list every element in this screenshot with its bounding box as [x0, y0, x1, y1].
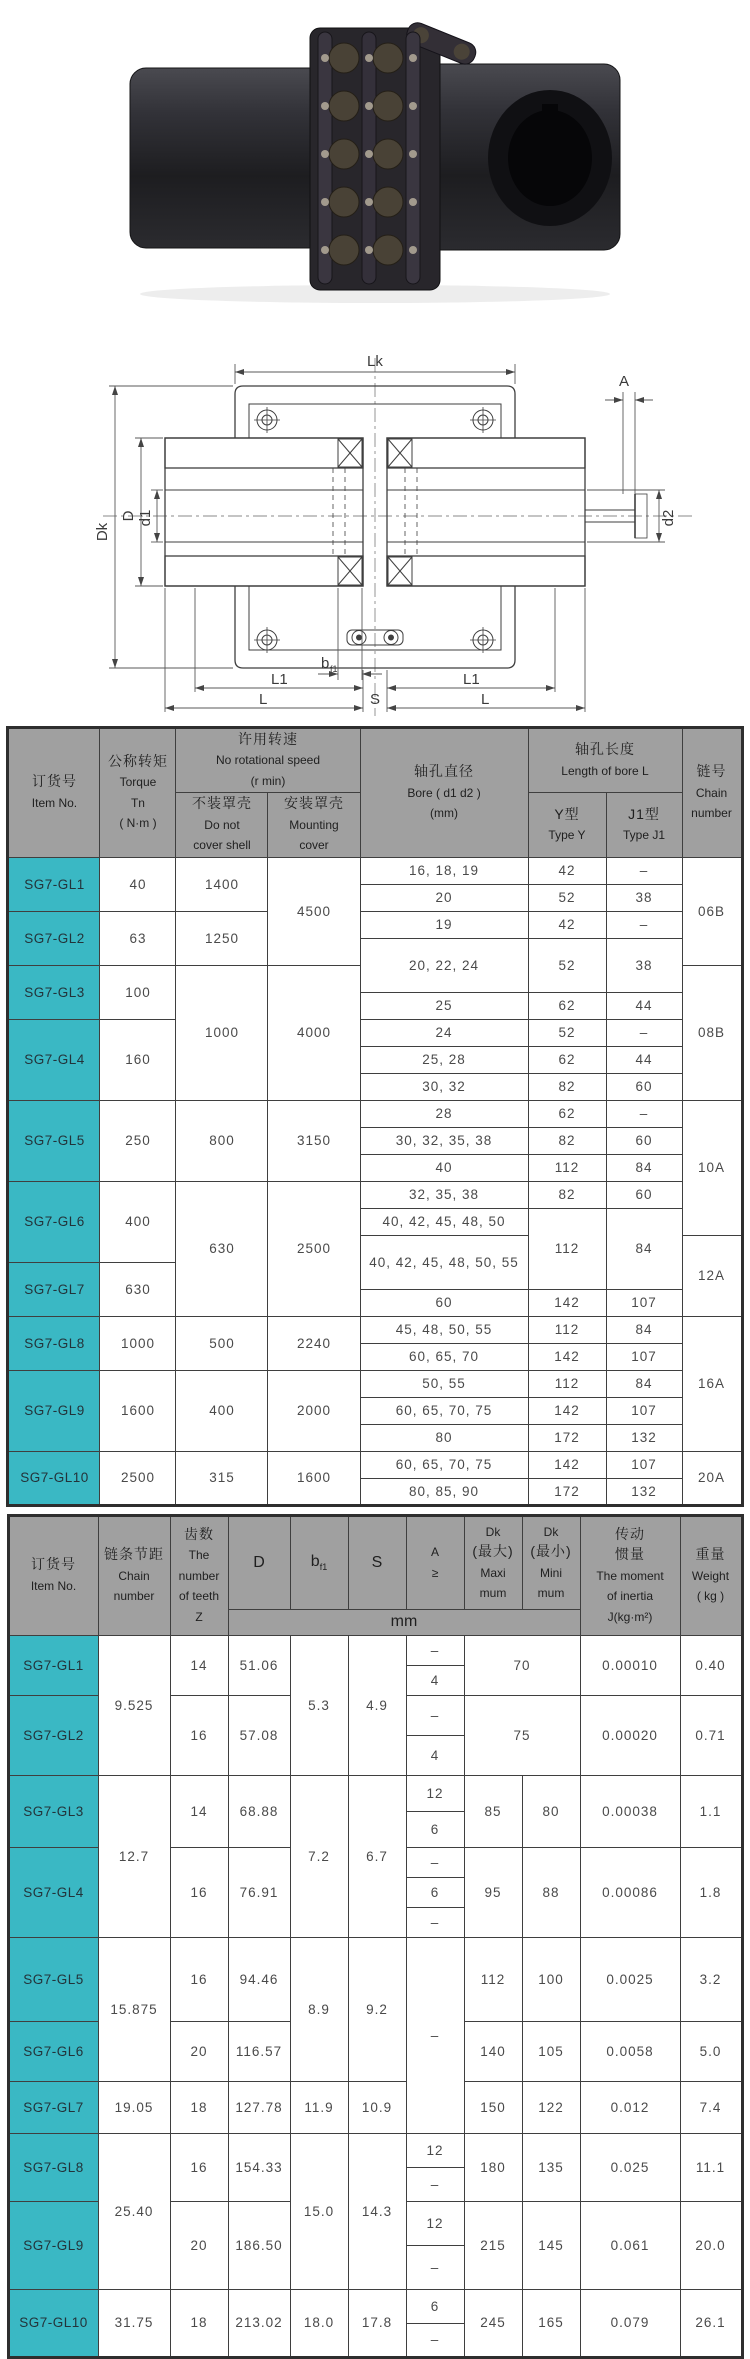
data-cell: 107: [606, 1451, 682, 1478]
item-cell: SG7-GL6: [8, 1181, 100, 1262]
data-cell: 14: [170, 1635, 228, 1695]
data-cell: 44: [606, 992, 682, 1019]
data-cell: 180: [464, 2133, 522, 2201]
data-cell: 160: [100, 1019, 176, 1100]
dim-label-d2: d2: [660, 509, 677, 527]
data-cell: 44: [606, 1046, 682, 1073]
data-cell: 84: [606, 1370, 682, 1397]
data-cell: 6: [406, 1877, 464, 1907]
data-cell: 400: [176, 1370, 268, 1451]
item-cell: SG7-GL3: [8, 965, 100, 1019]
data-cell: 0.00010: [580, 1635, 680, 1695]
data-cell: 52: [528, 938, 606, 992]
header-cell: Dk (最大) Maxi mum: [464, 1515, 522, 1609]
data-cell: –: [606, 857, 682, 884]
data-cell: 9.525: [98, 1635, 170, 1775]
data-cell: 5.3: [290, 1635, 348, 1775]
data-cell: 30, 32: [360, 1073, 528, 1100]
item-cell: SG7-GL7: [8, 2081, 98, 2133]
data-cell: 20, 22, 24: [360, 938, 528, 992]
data-cell: 16, 18, 19: [360, 857, 528, 884]
data-cell: 12A: [682, 1235, 742, 1316]
data-cell: 9.2: [348, 1937, 406, 2081]
data-cell: 17.8: [348, 2289, 406, 2357]
technical-drawing: [45, 308, 705, 720]
data-cell: 76.91: [228, 1847, 290, 1937]
data-cell: 215: [464, 2201, 522, 2289]
data-cell: 3.2: [680, 1937, 742, 2021]
table-row: [8, 911, 742, 938]
header-cell: 公称转矩 Torque Tn ( N·m ): [100, 728, 176, 858]
data-cell: 60: [360, 1289, 528, 1316]
table-row: [8, 1937, 742, 2021]
data-cell: 25.40: [98, 2133, 170, 2289]
data-cell: 40, 42, 45, 48, 50, 55: [360, 1235, 528, 1289]
data-cell: –: [406, 1907, 464, 1937]
data-cell: 38: [606, 884, 682, 911]
data-cell: 172: [528, 1424, 606, 1451]
data-cell: 1000: [176, 965, 268, 1100]
data-cell: 6.7: [348, 1775, 406, 1937]
data-cell: 1600: [268, 1451, 360, 1505]
data-cell: –: [606, 1100, 682, 1127]
data-cell: 84: [606, 1208, 682, 1289]
table-row: [8, 2289, 742, 2323]
dim-label-l1-right: L1: [463, 671, 480, 688]
data-cell: 142: [528, 1343, 606, 1370]
data-cell: 0.71: [680, 1695, 742, 1775]
data-cell: 18: [170, 2289, 228, 2357]
data-cell: 107: [606, 1397, 682, 1424]
data-cell: 85: [464, 1775, 522, 1847]
table-row: [8, 1100, 742, 1127]
data-cell: 40: [100, 857, 176, 911]
data-cell: 57.08: [228, 1695, 290, 1775]
data-cell: 82: [528, 1127, 606, 1154]
data-cell: –: [406, 2245, 464, 2289]
table-row: [8, 1019, 742, 1046]
data-cell: 122: [522, 2081, 580, 2133]
data-cell: 154.33: [228, 2133, 290, 2201]
data-cell: 1.1: [680, 1775, 742, 1847]
data-cell: 1.8: [680, 1847, 742, 1937]
header-cell: 轴孔直径 Bore ( d1 d2 ) (mm): [360, 728, 528, 858]
technical-drawing-section: [0, 308, 750, 720]
header-cell: 链号 Chain number: [682, 728, 742, 858]
data-cell: 0.00038: [580, 1775, 680, 1847]
data-cell: 12: [406, 2201, 464, 2245]
data-cell: 20A: [682, 1451, 742, 1505]
data-cell: 16: [170, 2133, 228, 2201]
data-cell: 52: [528, 1019, 606, 1046]
data-cell: 4500: [268, 857, 360, 965]
data-cell: 132: [606, 1424, 682, 1451]
header-cell: 安装罩壳 Mounting cover: [268, 793, 360, 857]
data-cell: 60, 65, 70, 75: [360, 1451, 528, 1478]
dim-label-s: S: [370, 691, 381, 708]
data-cell: 112: [528, 1154, 606, 1181]
data-cell: 6: [406, 2289, 464, 2323]
data-cell: 16: [170, 1695, 228, 1775]
hub-right-section: [387, 438, 585, 586]
data-cell: 19.05: [98, 2081, 170, 2133]
item-cell: SG7-GL5: [8, 1100, 100, 1181]
data-cell: 82: [528, 1073, 606, 1100]
header-cell: 订货号 Item No.: [8, 728, 100, 858]
data-cell: 30, 32, 35, 38: [360, 1127, 528, 1154]
data-cell: 107: [606, 1289, 682, 1316]
data-cell: 62: [528, 992, 606, 1019]
header-cell: Y型 Type Y: [528, 793, 606, 857]
data-cell: 14: [170, 1775, 228, 1847]
product-photo: [105, 6, 645, 306]
data-cell: 112: [528, 1316, 606, 1343]
data-cell: 40: [360, 1154, 528, 1181]
data-cell: 105: [522, 2021, 580, 2081]
data-cell: 84: [606, 1316, 682, 1343]
data-cell: 213.02: [228, 2289, 290, 2357]
data-cell: 06B: [682, 857, 742, 965]
data-cell: 15.875: [98, 1937, 170, 2081]
table-row: [8, 1316, 742, 1343]
data-cell: 62: [528, 1100, 606, 1127]
header-cell: 链条节距 Chain number: [98, 1515, 170, 1635]
data-cell: 70: [464, 1635, 580, 1695]
data-cell: 45, 48, 50, 55: [360, 1316, 528, 1343]
table-row: [8, 1635, 742, 1665]
data-cell: 150: [464, 2081, 522, 2133]
data-cell: 12: [406, 1775, 464, 1811]
data-cell: 145: [522, 2201, 580, 2289]
data-cell: 1250: [176, 911, 268, 965]
header-row: [8, 728, 742, 793]
data-cell: 1600: [100, 1370, 176, 1451]
header-cell: 齿数 The number of teeth Z: [170, 1515, 228, 1635]
data-cell: 400: [100, 1181, 176, 1262]
data-cell: 0.00086: [580, 1847, 680, 1937]
data-cell: 88: [522, 1847, 580, 1937]
data-cell: 40, 42, 45, 48, 50: [360, 1208, 528, 1235]
cover-bolt-bottom-right: [470, 627, 496, 653]
data-cell: 0.025: [580, 2133, 680, 2201]
data-cell: 52: [528, 884, 606, 911]
data-cell: 800: [176, 1100, 268, 1181]
data-cell: 82: [528, 1181, 606, 1208]
data-cell: 6: [406, 1811, 464, 1847]
data-cell: 4: [406, 1665, 464, 1695]
data-cell: 112: [528, 1370, 606, 1397]
data-cell: 107: [606, 1343, 682, 1370]
item-cell: SG7-GL2: [8, 911, 100, 965]
header-row: [8, 1515, 742, 1609]
table-row: [8, 857, 742, 884]
data-cell: 132: [606, 1478, 682, 1505]
header-cell: Dk (最小) Mini mum: [522, 1515, 580, 1609]
data-cell: 112: [464, 1937, 522, 2021]
data-cell: 127.78: [228, 2081, 290, 2133]
dim-label-d: D: [120, 510, 137, 522]
data-cell: 1000: [100, 1316, 176, 1370]
data-cell: 20: [170, 2201, 228, 2289]
header-cell: mm: [228, 1609, 580, 1635]
dim-label-a: A: [618, 373, 630, 390]
item-cell: SG7-GL10: [8, 2289, 98, 2357]
header-cell: 重量 Weight ( kg ): [680, 1515, 742, 1635]
header-cell: 轴孔长度 Length of bore L: [528, 728, 682, 793]
data-cell: 50, 55: [360, 1370, 528, 1397]
data-cell: 08B: [682, 965, 742, 1100]
data-cell: 60, 65, 70, 75: [360, 1397, 528, 1424]
data-cell: 315: [176, 1451, 268, 1505]
data-cell: 20.0: [680, 2201, 742, 2289]
item-cell: SG7-GL3: [8, 1775, 98, 1847]
data-cell: 80: [360, 1424, 528, 1451]
item-cell: SG7-GL4: [8, 1847, 98, 1937]
header-cell: 传动 惯量 The moment of inertia J(kg·m²): [580, 1515, 680, 1635]
data-cell: 1400: [176, 857, 268, 911]
data-cell: 142: [528, 1397, 606, 1424]
spec-table-dimensions: [7, 1514, 744, 2359]
dim-label-l-right: L: [481, 691, 490, 708]
data-cell: 0.40: [680, 1635, 742, 1695]
table-row: [8, 1775, 742, 1811]
item-cell: SG7-GL8: [8, 2133, 98, 2201]
data-cell: 116.57: [228, 2021, 290, 2081]
data-cell: 7.2: [290, 1775, 348, 1937]
bore-hole-inner: [508, 110, 592, 206]
data-cell: 42: [528, 911, 606, 938]
data-cell: 18: [170, 2081, 228, 2133]
data-cell: 2500: [100, 1451, 176, 1505]
data-cell: 10A: [682, 1100, 742, 1235]
item-cell: SG7-GL10: [8, 1451, 100, 1505]
data-cell: 94.46: [228, 1937, 290, 2021]
data-cell: 95: [464, 1847, 522, 1937]
item-cell: SG7-GL5: [8, 1937, 98, 2021]
data-cell: 24: [360, 1019, 528, 1046]
data-cell: 245: [464, 2289, 522, 2357]
data-cell: 7.4: [680, 2081, 742, 2133]
data-cell: 75: [464, 1695, 580, 1775]
dim-label-lk: Lk: [367, 353, 383, 370]
data-cell: –: [406, 2167, 464, 2201]
data-cell: 14.3: [348, 2133, 406, 2289]
dim-label-l1-left: L1: [271, 671, 288, 688]
data-cell: 250: [100, 1100, 176, 1181]
data-cell: 2500: [268, 1181, 360, 1316]
data-cell: 38: [606, 938, 682, 992]
data-cell: 16A: [682, 1316, 742, 1451]
data-cell: 20: [170, 2021, 228, 2081]
data-cell: 0.00020: [580, 1695, 680, 1775]
data-cell: –: [406, 1937, 464, 2133]
cover-bolt-top-right: [470, 407, 496, 433]
data-cell: 172: [528, 1478, 606, 1505]
data-cell: 135: [522, 2133, 580, 2201]
header-cell: 不装罩壳 Do not cover shell: [176, 793, 268, 857]
item-cell: SG7-GL7: [8, 1262, 100, 1316]
data-cell: 500: [176, 1316, 268, 1370]
data-cell: 2240: [268, 1316, 360, 1370]
dim-label-d1: d1: [137, 509, 154, 527]
header-cell: J1型 Type J1: [606, 793, 682, 857]
table-row: [8, 1181, 742, 1208]
data-cell: 51.06: [228, 1635, 290, 1695]
hub-left-section: [165, 438, 363, 586]
data-cell: 84: [606, 1154, 682, 1181]
data-cell: 4000: [268, 965, 360, 1100]
header-cell: D: [228, 1515, 290, 1609]
data-cell: 4: [406, 1735, 464, 1775]
header-cell: A ≥: [406, 1515, 464, 1609]
header-cell: $b_{f1}$: [290, 1515, 348, 1609]
header-cell: S: [348, 1515, 406, 1609]
data-cell: 42: [528, 857, 606, 884]
data-cell: 31.75: [98, 2289, 170, 2357]
data-cell: 630: [176, 1181, 268, 1316]
data-cell: 12: [406, 2133, 464, 2167]
data-cell: 0.0058: [580, 2021, 680, 2081]
data-cell: –: [606, 911, 682, 938]
item-cell: SG7-GL6: [8, 2021, 98, 2081]
table-row: [8, 2081, 742, 2133]
data-cell: –: [406, 1635, 464, 1665]
data-cell: 60: [606, 1181, 682, 1208]
header-cell: 许用转速 No rotational speed (r min): [176, 728, 360, 793]
item-cell: SG7-GL8: [8, 1316, 100, 1370]
data-cell: 19: [360, 911, 528, 938]
data-cell: 25: [360, 992, 528, 1019]
data-cell: 26.1: [680, 2289, 742, 2357]
item-cell: SG7-GL1: [8, 857, 100, 911]
data-cell: 112: [528, 1208, 606, 1289]
item-cell: SG7-GL9: [8, 2201, 98, 2289]
data-cell: 60, 65, 70: [360, 1343, 528, 1370]
data-cell: –: [406, 1847, 464, 1877]
data-cell: 68.88: [228, 1775, 290, 1847]
data-cell: 11.1: [680, 2133, 742, 2201]
dim-label-l-left: L: [259, 691, 268, 708]
data-cell: 4.9: [348, 1635, 406, 1775]
cover-bolt-top-left: [254, 407, 280, 433]
data-cell: 62: [528, 1046, 606, 1073]
data-cell: 142: [528, 1451, 606, 1478]
data-cell: 0.061: [580, 2201, 680, 2289]
data-cell: 5.0: [680, 2021, 742, 2081]
data-cell: 18.0: [290, 2289, 348, 2357]
left-hub: [130, 68, 325, 248]
data-cell: 630: [100, 1262, 176, 1316]
data-cell: 142: [528, 1289, 606, 1316]
data-cell: 25, 28: [360, 1046, 528, 1073]
data-cell: 10.9: [348, 2081, 406, 2133]
data-cell: –: [406, 2323, 464, 2357]
table-row: [8, 1370, 742, 1397]
data-cell: 12.7: [98, 1775, 170, 1937]
dim-label-b-sub: f1: [330, 664, 338, 674]
data-cell: 63: [100, 911, 176, 965]
data-cell: 100: [522, 1937, 580, 2021]
data-cell: 0.0025: [580, 1937, 680, 2021]
data-cell: 8.9: [290, 1937, 348, 2081]
data-cell: 0.079: [580, 2289, 680, 2357]
data-cell: 186.50: [228, 2201, 290, 2289]
spec-table-bore: [6, 726, 743, 1507]
data-cell: 100: [100, 965, 176, 1019]
data-cell: –: [406, 1695, 464, 1735]
data-cell: 16: [170, 1937, 228, 2021]
item-cell: SG7-GL2: [8, 1695, 98, 1775]
data-cell: 2000: [268, 1370, 360, 1451]
data-cell: 32, 35, 38: [360, 1181, 528, 1208]
centerlines: [103, 358, 695, 716]
data-cell: 3150: [268, 1100, 360, 1181]
data-cell: 80: [522, 1775, 580, 1847]
data-cell: 60: [606, 1127, 682, 1154]
data-cell: 60: [606, 1073, 682, 1100]
data-cell: –: [606, 1019, 682, 1046]
data-cell: 15.0: [290, 2133, 348, 2289]
data-cell: 140: [464, 2021, 522, 2081]
table-row: [8, 1451, 742, 1478]
product-photo-section: [0, 0, 750, 306]
item-cell: SG7-GL9: [8, 1370, 100, 1451]
item-cell: SG7-GL1: [8, 1635, 98, 1695]
dim-label-dk: Dk: [94, 522, 111, 542]
data-cell: 0.012: [580, 2081, 680, 2133]
data-cell: 80, 85, 90: [360, 1478, 528, 1505]
table-row: [8, 2133, 742, 2167]
item-cell: SG7-GL4: [8, 1019, 100, 1100]
header-cell: 订货号 Item No.: [8, 1515, 98, 1635]
data-cell: 165: [522, 2289, 580, 2357]
data-cell: 20: [360, 884, 528, 911]
data-cell: 11.9: [290, 2081, 348, 2133]
cover-bolt-bottom-left: [254, 627, 280, 653]
dim-label-b: b: [321, 655, 330, 672]
data-cell: 16: [170, 1847, 228, 1937]
keyway-notch: [542, 104, 558, 120]
data-cell: 28: [360, 1100, 528, 1127]
